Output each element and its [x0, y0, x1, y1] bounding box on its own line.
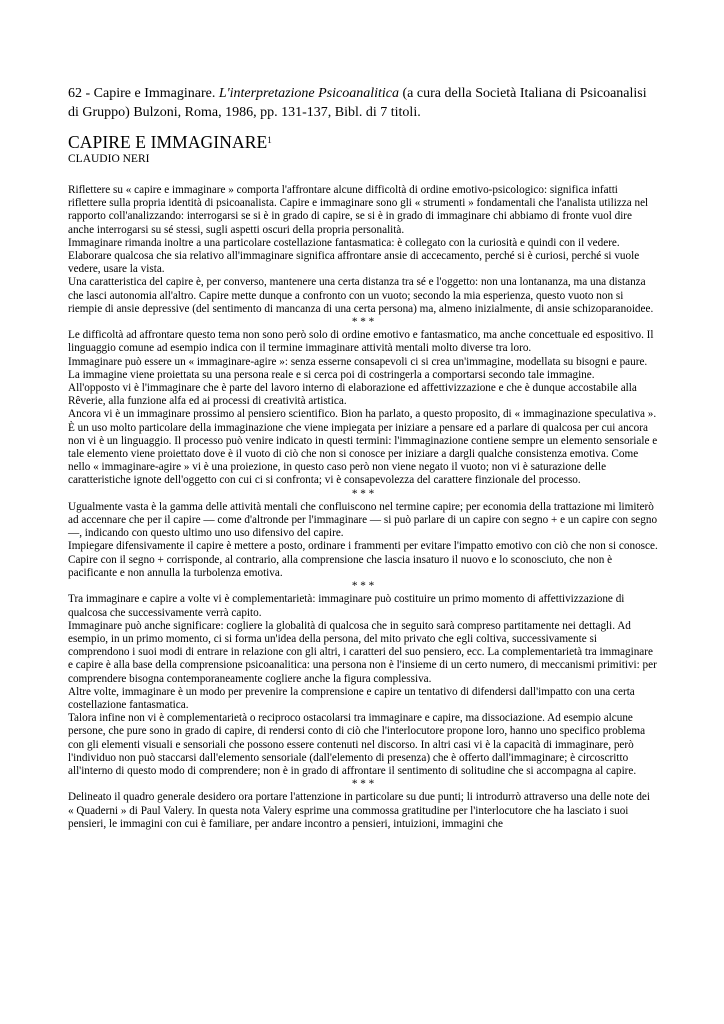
document-page: [68, 84, 658, 831]
paragraph: Impiegare difensivamente il capire è mettere a posto, ordinare i frammenti per evitare l'impatto emotivo con ciò che non si conosce. Capire con il segno + corrisponde, al contrario, alla comprensione che lascia insaturo il nuovo e lo sconosciuto, che non è pacificante e non annulla la turbolenza emotiva.: [68, 540, 658, 579]
paragraph: Immaginare può essere un « immaginare-agire »: senza esserne consapevoli ci si crea un'immagine, modellata su bisogni e paure. La immagine viene proiettata su una persona reale e si cerca poi di costringerla a comportarsi secondo tale immagine.: [68, 355, 648, 381]
author-name: CLAUDIO NERI: [68, 153, 150, 165]
bibliographic-citation: [68, 84, 658, 122]
paragraph: Riflettere su « capire e immaginare » comporta l'affrontare alcune difficoltà di ordine emotivo-psicologico: significa infatti riflettere sulla propria identità di psicoanalista. Capire e immaginare sono gli « strumenti » fondamentali che l'analista utilizza nel rapporto coll'analizzando: interrogarsi se si è in grado di capire, se si è in grado di immaginare chi abbiamo di fronte vuol dire anche interrogarsi su sé stessi, sugli aspetti oscuri della propria personalità.: [68, 184, 649, 236]
article-title: [68, 132, 658, 152]
paragraph: Ancora vi è un immaginare prossimo al pensiero scientifico. Bion ha parlato, a questo proposito, di « immaginazione speculativa ». È un uso molto particolare della immaginazione che viene impiegata per iniziare a pensare ed a parlare di qualcosa per cui ancora non vi è un linguaggio. Il processo può venire indicato in questi termini: l'immaginazione contiene sempre un elemento sensoriale e tale elemento viene proiettato dove è il vuoto di ciò che non si conosce per iniziare a dargli qualche consistenza emotiva. Come nello « immaginare-agire » vi è una proiezione, in questo caso però non viene negato il vuoto; non vi è saturazione delle caratteristiche ignote dell'oggetto con cui ci si confronta; vi è consapevolezza del carattere finzionale del processo.: [68, 408, 658, 487]
citation-book-title: L'interpretazione Psicoanalitica: [218, 86, 400, 101]
paragraph: Tra immaginare e capire a volte vi è complementarietà: immaginare può costituire un primo momento di affettivizzazione di qualcosa che successivamente verrà capito.: [68, 593, 625, 619]
article-body: [68, 184, 658, 831]
section-separator: * * *: [351, 778, 375, 791]
paragraph: Altre volte, immaginare è un modo per prevenire la comprensione e capire un tentativo di difendersi dall'impatto con una certa costellazione fantasmatica.: [68, 685, 635, 711]
paragraph: All'opposto vi è l'immaginare che è parte del lavoro interno di elaborazione ed affettivizzazione e che è dunque accostabile alla Rêverie, alla funzione alfa ed ai processi di creatività artistica.: [68, 382, 637, 408]
article-title-text: CAPIRE E IMMAGINARE: [68, 132, 268, 152]
paragraph: Una caratteristica del capire è, per converso, mantenere una certa distanza tra sé e l'oggetto: non una lontananza, ma una distanza che lasci autonomia all'altro. Capire mette dunque a confronto con un vuoto; secondo la mia esperienza, questo vuoto non si riempie di ansie depressive (del sentimento di mancanza di una certa persona) ma, almeno inizialmente, di ansie schizoparanoidee.: [68, 276, 654, 315]
section-separator: * * *: [351, 580, 375, 593]
paragraph: Immaginare può anche significare: cogliere la globalità di qualcosa che in seguito sarà compreso partitamente nei dettagli. Ad esempio, in un primo momento, ci si forma un'idea della persona, del mito privato che egli coltiva, successivamente si comprendono i suoi modi di entrare in relazione con gli altri, i caratteri del suo pensiero, ecc. La complementarietà tra immaginare e capire è alla base della comprensione psicoanalitica: una persona non è l'insieme di un certo numero, di meccanismi primitivi: per comprendere bisogna contemporaneamente cogliere anche la figura complessiva.: [68, 619, 657, 685]
section-separator: * * *: [351, 487, 375, 500]
paragraph: Delineato il quadro generale desidero ora portare l'attenzione in particolare su due punti; li introdurrò attraverso una delle note dei « Quaderni » di Paul Valery. In questa nota Valery esprime una commossa gratitudine per l'interlocutore che ha lasciato i suoi pensieri, le immagini con cui è familiare, per andare incontro a pensieri, intuizioni, immagini che: [68, 791, 650, 830]
section-separator: * * *: [351, 316, 375, 329]
paragraph: Talora infine non vi è complementarietà o reciproco ostacolarsi tra immaginare e capire, ma dissociazione. Ad esempio alcune persone, che pure sono in grado di capire, di rendersi conto di ciò che l'interlocutore propone loro, hanno uno specifico problema con gli elementi visuali e sensoriali che possono essere contenuti nel discorso. In altri casi vi è la capacità di immaginare, però l'individuo non può staccarsi dall'elemento sensoriale (dall'elemento di presenza) che è offerto dall'immaginare; è circoscritto all'interno di questo modo di comprendere; non è in grado di affrontare il sentimento di solitudine che si accompagna al capire.: [68, 712, 646, 777]
citation-details: (a cura della Società Italiana di Psicoanalisi di Gruppo) Bulzoni, Roma, 1986, pp. 131-137, Bibl. di 7 titoli.: [68, 86, 647, 120]
citation-prefix: 62 - Capire e Immaginare.: [68, 86, 219, 101]
paragraph: Immaginare rimanda inoltre a una particolare costellazione fantasmatica: è collegato con la curiosità e quindi con il vedere. Elaborare qualcosa che sia relativo all'immaginare significa affrontare ansie di accecamento, perché si è curiosi, perché si vuole vedere, usare la vista.: [68, 236, 640, 276]
paragraph: Ugualmente vasta è la gamma delle attività mentali che confluiscono nel termine capire; per economia della trattazione mi limiterò ad accennare che per il capire — come d'altronde per l'immaginare — si può parlare di un capire con segno + e un capire con segno —, indicando con questo ultimo uno uso difensivo del capire.: [68, 500, 658, 540]
footnote-marker: 1: [267, 135, 272, 145]
paragraph: Le difficoltà ad affrontare questo tema non sono però solo di ordine emotivo e fantasmatico, ma anche concettuale ed espositivo. Il linguaggio comune ad esempio indica con il termine immaginare attività mentali molto diverse tra loro.: [68, 329, 654, 355]
